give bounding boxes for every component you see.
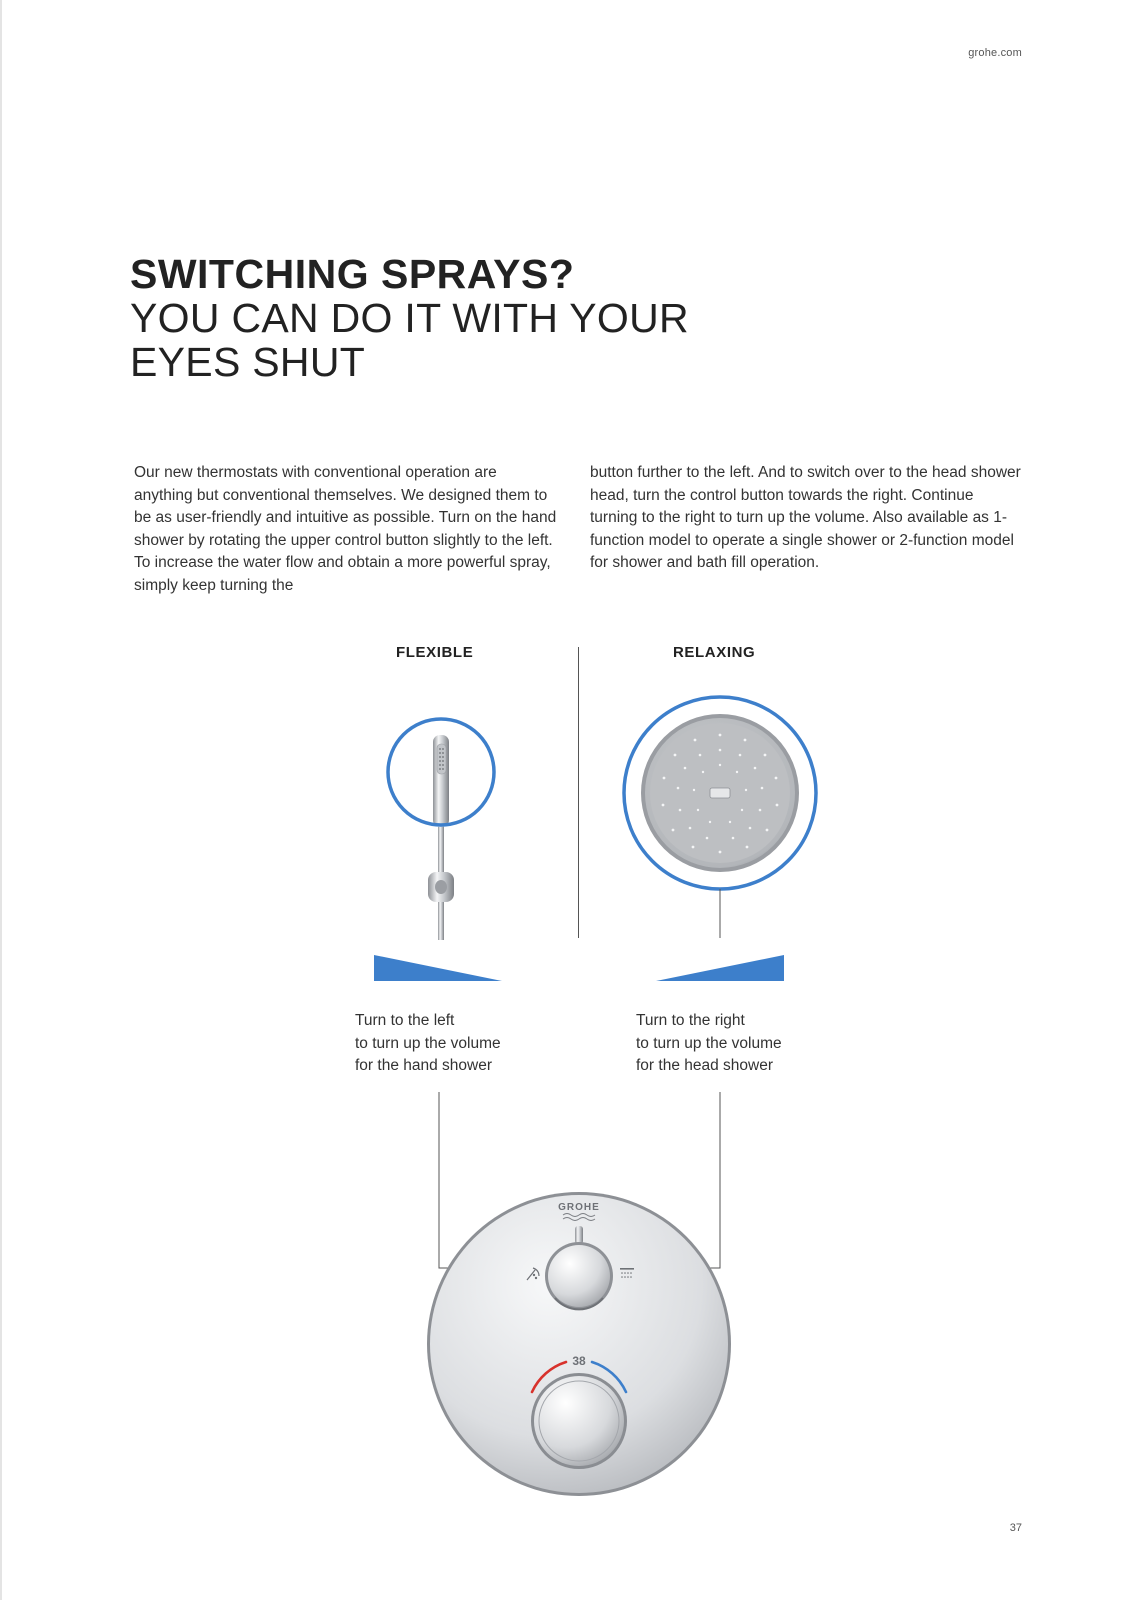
right-caption-line: Turn to the right <box>636 1012 745 1029</box>
thermostat-illustration <box>427 1192 731 1496</box>
left-volume-wedge <box>374 955 502 981</box>
hand-shower-illustration <box>388 719 494 940</box>
temperature-mark: 38 <box>572 1354 586 1368</box>
left-caption-line: for the hand shower <box>355 1057 493 1074</box>
headline-line-2: YOU CAN DO IT WITH YOUR <box>130 295 689 341</box>
left-caption <box>355 1010 501 1078</box>
right-caption-line: for the head shower <box>636 1057 774 1074</box>
right-caption-line: to turn up the volume <box>636 1034 782 1052</box>
right-volume-wedge <box>656 955 784 981</box>
relaxing-label: RELAXING <box>673 644 756 661</box>
right-caption <box>636 1010 782 1078</box>
left-caption-line: Turn to the left <box>355 1012 455 1029</box>
headline-line-3: EYES SHUT <box>130 339 366 385</box>
flexible-label: FLEXIBLE <box>396 644 474 661</box>
head-shower-illustration <box>624 697 816 938</box>
brand-logo-text: GROHE <box>558 1202 600 1213</box>
left-caption-line: to turn up the volume <box>355 1034 501 1052</box>
site-url[interactable]: grohe.com <box>968 47 1022 59</box>
temperature-knob[interactable] <box>531 1373 627 1469</box>
page-number: 37 <box>1009 1522 1022 1534</box>
intro-text-column-2: button further to the left. And to switch over to the head shower head, turn the control button towards the right. Continue turning to the right to turn up the volume. Also available as 1-function model to operate a single shower or 2-function model for shower and bath fill operation. <box>590 464 1021 571</box>
headline-bold: SWITCHING SPRAYS? <box>130 251 575 297</box>
intro-text-column-1: Our new thermostats with conventional operation are anything but conventional themselves. We designed them to be as user-friendly and intuitive as possible. Turn on the hand shower by rotating the upper control button slightly to the left. To increase the water flow and obtain a more powerful spray, simply keep turning the <box>134 464 557 594</box>
